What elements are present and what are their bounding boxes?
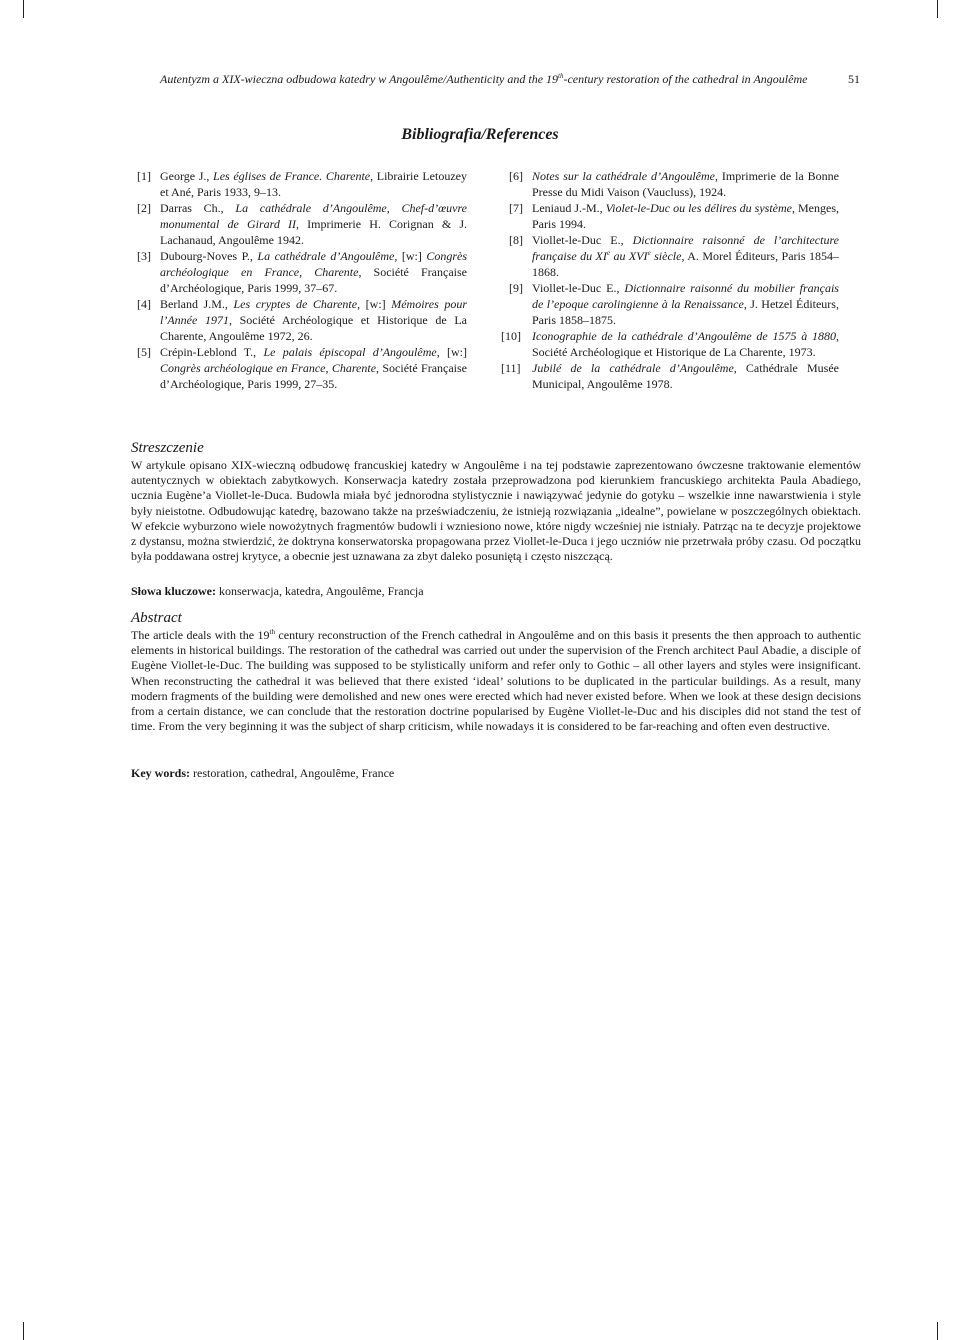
bibliography-right-column	[501, 168, 839, 392]
reference-7: [7] Leniaud J.-M., Violet-le-Duc ou les délires du système, Menges, Paris 1994.	[509, 201, 839, 231]
crop-mark-top-left	[23, 0, 24, 18]
bibliography-title: Bibliografia/References	[401, 126, 559, 143]
reference-8: [8] Viollet-le-Duc E., Dictionnaire raisonné de l’architecture française du XIe au XVIe siècle, A. Morel Éditeurs, Paris 1854–1868.	[509, 233, 839, 279]
running-title: Autentyzm a XIX-wieczna odbudowa katedry w Angoulême/Authenticity and the 19th-century restoration of the cathedral in Angoulême	[160, 72, 808, 86]
running-header	[160, 72, 860, 87]
streszczenie-text: W artykule opisano XIX-wieczną odbudowę francuskiej katedry w Angoulême i na tej podstawie zaprezentowano ówczesne traktowanie elementów autentycznych w obiektach zabytkowych. Konserwacja katedry została przeprowadzona pod kierunkiem francuskiego architekta Paula Abadiego, ucznia Eugène’a Viollet-le-Duca. Budowla miała być jednorodna stylistycznie i nawiązywać jedynie do gotyku – wszelkie inne nawarstwienia i style były nieistotne. Odbudowując katedrę, bazowano także na przeświadczeniu, że istnieją rozwiązania „idealne”, powielane w poszczególnych obiektach. W efekcie wyburzono wiele nowożytnych fragmentów budowli i wzniesiono nowe, które nigdy wcześniej nie istniały. Patrząc na te decyzje projektowe z dystansu, można stwierdzić, że doktryna konserwatorska propagowana przez Viollet-le-Duca i jego uczniów nie przetrwała próby czasu. Od początku była poddawana ostrej krytyce, a obecnie jest uznawana za zbyt daleko posuniętą i często niszczącą.	[131, 458, 861, 564]
reference-5: [5] Crépin-Leblond T., Le palais épiscopal d’Angoulême, [w:] Congrès archéologique en France, Charente, Société Française d’Archéologique, Paris 1999, 27–35.	[137, 345, 467, 391]
keywords-label-en: Key words:	[131, 766, 190, 780]
keywords-label-pl: Słowa kluczowe:	[131, 584, 216, 598]
abstract-section	[131, 610, 861, 734]
reference-4: [4] Berland J.M., Les cryptes de Charente, [w:] Mémoires pour l’Année 1971, Société Archéologique et Historique de La Charente, Angoulême 1972, 26.	[137, 297, 468, 343]
reference-2: [2] Darras Ch., La cathédrale d’Angoulême, Chef-d’œuvre monumental de Girard II, Imprimerie H. Corignan & J. Lachanaud, Angoulême 1942.	[137, 201, 467, 247]
streszczenie-heading: Streszczenie	[131, 440, 204, 456]
reference-9: [9] Viollet-le-Duc E., Dictionnaire raisonné du mobilier français de l’epoque carolingienne à la Renaissance, J. Hetzel Éditeurs, Paris 1858–1875.	[509, 281, 839, 327]
keywords-en: restoration, cathedral, Angoulême, France	[190, 766, 395, 780]
reference-11: [11] Jubilé de la cathédrale d’Angoulême, Cathédrale Musée Municipal, Angoulême 1978.	[501, 361, 839, 391]
reference-3: [3] Dubourg-Noves P., La cathédrale d’Angoulême, [w:] Congrès archéologique en France, Charente, Société Française d’Archéologique, Paris 1999, 37–67.	[137, 249, 467, 295]
reference-1: [1] George J., Les églises de France. Charente, Librairie Letouzey et Ané, Paris 1933, 9–13.	[137, 169, 467, 199]
bibliography-left-column	[137, 168, 467, 392]
crop-mark-top-right	[937, 0, 938, 18]
streszczenie-keywords	[131, 584, 861, 599]
crop-mark-bottom-left	[23, 1322, 24, 1340]
streszczenie-section	[131, 440, 861, 564]
crop-mark-bottom-right	[937, 1322, 938, 1340]
page-number: 51	[848, 72, 860, 86]
keywords-pl: konserwacja, katedra, Angoulême, Francja	[216, 584, 424, 598]
abstract-keywords	[131, 766, 861, 781]
reference-6: [6] Notes sur la cathédrale d’Angoulême, Imprimerie de la Bonne Presse du Midi Vaison (Vaucluss), 1924.	[509, 169, 839, 199]
abstract-heading: Abstract	[131, 610, 182, 626]
abstract-text: The article deals with the 19th century reconstruction of the French cathedral in Angoulême and on this basis it presents the then approach to authentic elements in historical buildings. The restoration of the cathedral was carried out under the supervision of the French architect Paul Abadie, a disciple of Eugène Viollet-le-Duc. The building was supposed to be stylistically uniform and refer only to Gothic – all other layers and styles were insignificant. When reconstructing the cathedral it was believed that there existed ‘ideal’ solutions to be duplicated in the particular buildings. As a result, many modern fragments of the building were demolished and new ones were erected which had never existed before. When we look at these design decisions from a certain distance, we can conclude that the restoration doctrine popularised by Eugène Viollet-le-Duc and his disciples did not stand the test of time. From the very beginning it was the subject of sharp criticism, while nowadays it is considered to be far-reaching and often even destructive.	[131, 628, 861, 734]
reference-10: [10] Iconographie de la cathédrale d’Angoulême de 1575 à 1880, Société Archéologique et Historique de La Charente, 1973.	[501, 329, 839, 359]
